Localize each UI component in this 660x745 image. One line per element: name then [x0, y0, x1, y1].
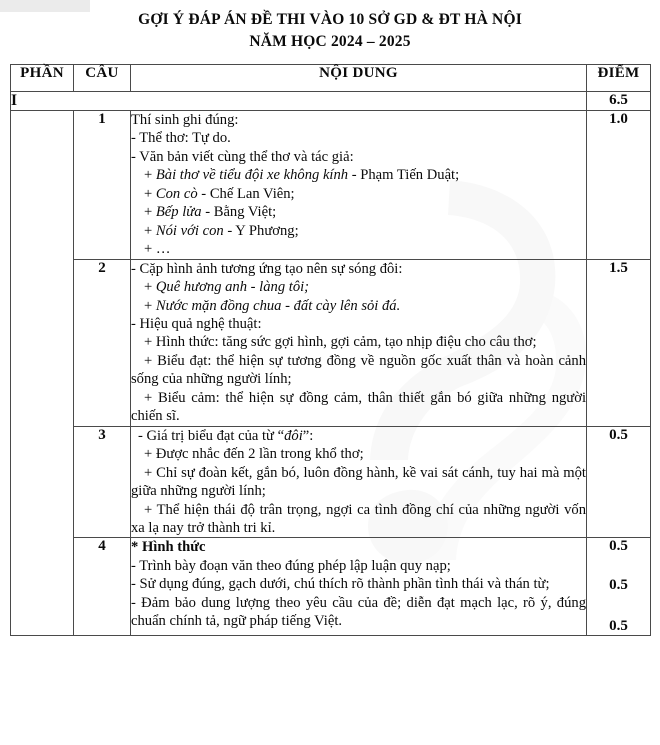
content-line: - Trình bày đoạn văn theo đúng phép lập luận quy nạp;: [131, 557, 451, 574]
header-question: CÂU: [74, 65, 131, 92]
row-score-group: [587, 538, 651, 636]
row-score: 1.5: [587, 259, 651, 426]
table-row: [11, 111, 651, 260]
content-line: + Con cò - Chế Lan Viên;: [144, 185, 295, 202]
content-line: - Thể thơ: Tự do.: [131, 130, 231, 147]
header-part: PHẦN: [11, 65, 74, 92]
question-content: [131, 426, 587, 538]
answer-table: [10, 64, 651, 636]
row-score: 0.5: [609, 577, 628, 594]
content-line: + Quê hương anh - làng tôi;: [144, 279, 310, 296]
question-number: 3: [74, 426, 131, 538]
content-line: Thí sinh ghi đúng:: [131, 112, 239, 128]
content-line: + …: [144, 241, 171, 258]
content-line: - Giá trị biểu đạt của từ “đôi”:: [138, 427, 314, 444]
question-number: 2: [74, 259, 131, 426]
content-line: + Hình thức: tăng sức gợi hình, gợi cảm, tạo nhịp điệu cho câu thơ;: [144, 334, 537, 351]
content-line: + Được nhắc đến 2 lần trong khổ thơ;: [144, 446, 364, 463]
part-row: [11, 92, 651, 111]
content-line-heading: * Hình thức: [131, 539, 206, 556]
table-body: [11, 92, 651, 636]
row-score: 1.0: [587, 111, 651, 260]
content-line: - Cặp hình ảnh tương ứng tạo nên sự sóng đôi:: [131, 260, 403, 277]
question-number: 4: [74, 538, 131, 636]
table-row: [11, 259, 651, 426]
question-content: [131, 538, 587, 636]
content-line: - Văn bản viết cùng thể thơ và tác giả:: [131, 148, 354, 165]
content-line: + Biểu đạt: thể hiện sự tương đồng về nguồn gốc xuất thân và hoàn cảnh sống của những người lính;: [131, 352, 586, 388]
question-content: [131, 111, 587, 260]
table-row: [11, 426, 651, 538]
content-line: + Nói với con - Y Phương;: [144, 222, 299, 239]
answer-table-wrapper: [10, 64, 650, 636]
table-header-row: [11, 65, 651, 92]
content-line: + Bếp lửa - Bằng Việt;: [144, 204, 277, 221]
row-score: 0.5: [609, 618, 628, 635]
content-line: - Sử dụng đúng, gạch dưới, chú thích rõ thành phần tình thái và thán từ;: [131, 576, 550, 593]
content-line: + Biểu cảm: thể hiện sự đồng cảm, thân thiết gắn bó giữa những người chiến sĩ.: [131, 389, 586, 425]
question-number: 1: [74, 111, 131, 260]
part-score: 6.5: [587, 92, 651, 111]
part-label: I: [11, 92, 587, 111]
header-score: ĐIỂM: [587, 65, 651, 92]
question-content: [131, 259, 587, 426]
table-row: [11, 538, 651, 636]
table-header: [11, 65, 651, 92]
content-line: - Đảm bảo dung lượng theo yêu cầu của đề; diễn đạt mạch lạc, rõ ý, đúng chuẩn chính tả, ngữ pháp tiếng Việt.: [131, 594, 586, 630]
row-score: 0.5: [609, 538, 628, 555]
content-line: + Chỉ sự đoàn kết, gắn bó, luôn đồng hành, kề vai sát cánh, tuy hai mà một giữa những người lính;: [131, 464, 586, 500]
header-content: NỘI DUNG: [131, 65, 587, 92]
title-line-1: GỢI Ý ĐÁP ÁN ĐỀ THI VÀO 10 SỞ GD & ĐT HÀ NỘI: [138, 11, 522, 28]
document-title: [0, 0, 660, 53]
title-line-2: NĂM HỌC 2024 – 2025: [249, 33, 411, 50]
row-score: 0.5: [587, 426, 651, 538]
content-line: - Hiệu quả nghệ thuật:: [131, 315, 262, 332]
part-column-merged: [11, 111, 74, 636]
content-line: + Bài thơ về tiểu đội xe không kính - Phạm Tiến Duật;: [144, 167, 460, 184]
content-line: + Nước mặn đồng chua - đất cày lên sỏi đá.: [144, 297, 401, 314]
content-line: + Thể hiện thái độ trân trọng, ngợi ca tình đồng chí của những người vốn xa lạ nay trở thành tri kỉ.: [131, 501, 586, 536]
